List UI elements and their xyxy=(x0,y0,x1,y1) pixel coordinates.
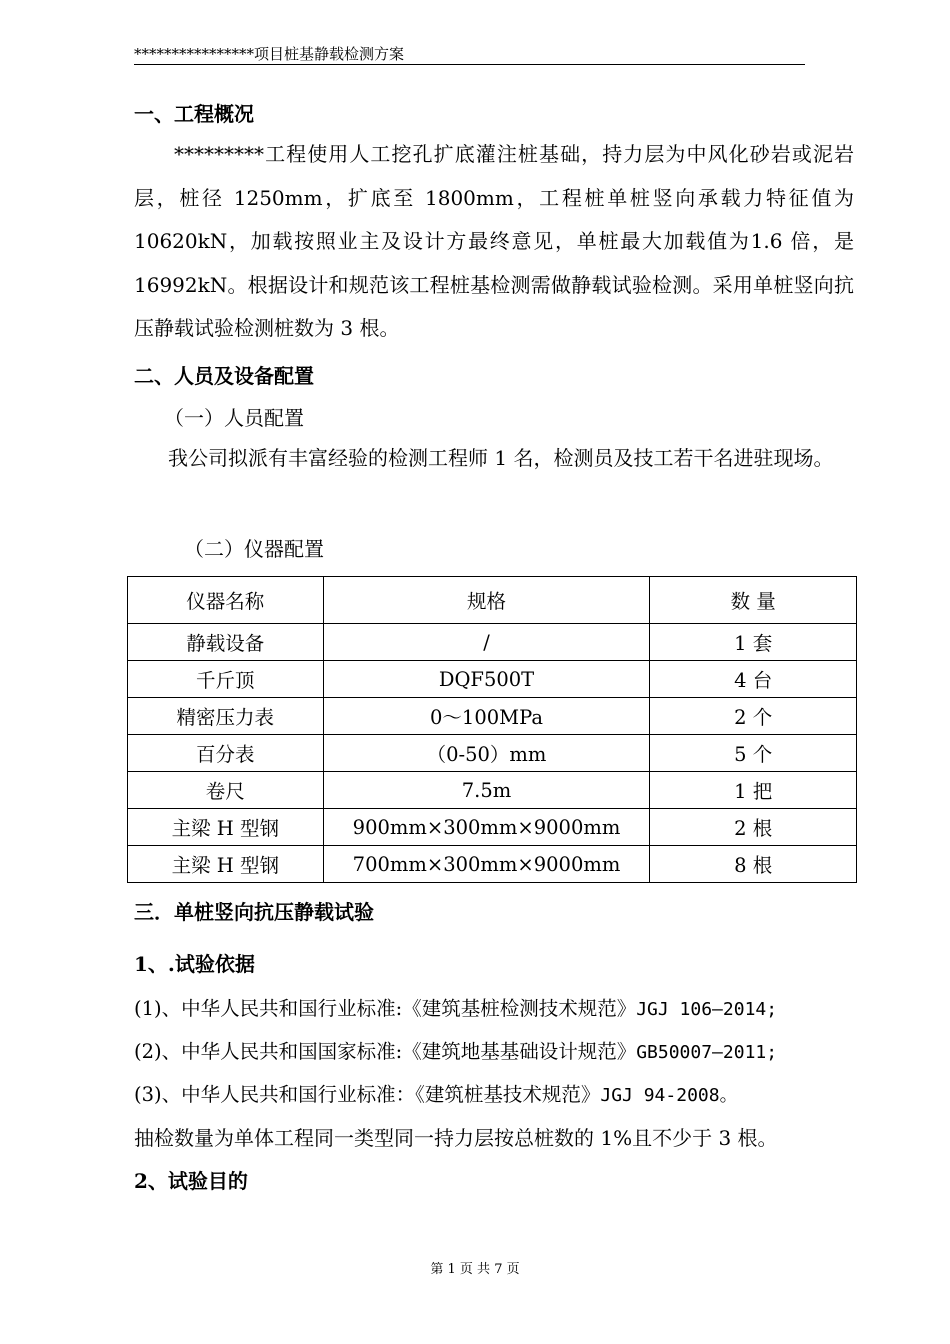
table-cell: 900mm×300mm×9000mm xyxy=(323,809,650,846)
sampling-text: 抽检数量为单体工程同一类型同一持力层按总桩数的 1%且不少于 3 根。 xyxy=(134,1126,778,1150)
table-cell: DQF500T xyxy=(323,661,650,698)
reference-item xyxy=(134,1079,738,1107)
table-header-row xyxy=(128,577,857,624)
basis-heading: 1、.试验依据 xyxy=(134,952,255,976)
reference-item xyxy=(134,1036,777,1064)
reference-code: JGJ 106—2014; xyxy=(636,999,778,1020)
page-footer: 第 1 页 共 7 页 xyxy=(430,1262,520,1277)
table-row xyxy=(128,809,857,846)
table-cell: 百分表 xyxy=(128,735,324,772)
table-cell: 1 把 xyxy=(650,772,857,809)
section-1-heading: 一、工程概况 xyxy=(134,102,254,126)
purpose-heading: 2、试验目的 xyxy=(134,1169,248,1193)
table-cell: 5 个 xyxy=(650,735,857,772)
section-1-text: *********工程使用人工挖孔扩底灌注桩基础，持力层为中风化砂岩或泥岩层，桩径 1250mm，扩底至 1800mm，工程桩单桩竖向承载力特征值为 10620kN，加载按照业主及设计方最终意见，单桩最大加载值为1.6 倍，是 16992kN。根据设计和规范该工程桩基检测需做静载试验检测。采用单桩竖向抗压静载试验检测桩数为 3 根。 xyxy=(134,142,854,340)
table-row xyxy=(128,735,857,772)
equipment-subheading: （二）仪器配置 xyxy=(184,537,324,561)
table-row xyxy=(128,846,857,883)
personnel-paragraph xyxy=(134,437,854,481)
table-cell: 7.5m xyxy=(323,772,650,809)
page-header: ****************项目桩基静载检测方案 xyxy=(134,44,805,65)
table-cell: 静载设备 xyxy=(128,624,324,661)
reference-text: (3)、中华人民共和国行业标准：《建筑桩基技术规范》 xyxy=(134,1083,601,1106)
personnel-subheading: （一）人员配置 xyxy=(164,406,304,430)
table-cell: 1 套 xyxy=(650,624,857,661)
reference-item xyxy=(134,993,777,1021)
table-cell: 0～100MPa xyxy=(323,698,650,735)
table-cell: 8 根 xyxy=(650,846,857,883)
table-cell: 卷尺 xyxy=(128,772,324,809)
personnel-text: 我公司拟派有丰富经验的检测工程师 1 名，检测员及技工若干名进驻现场。 xyxy=(168,446,834,470)
table-header-cell: 仪器名称 xyxy=(128,577,324,624)
table-cell: 精密压力表 xyxy=(128,698,324,735)
table-header-cell: 数 量 xyxy=(650,577,857,624)
section-1-paragraph xyxy=(134,133,854,351)
table-cell: 2 个 xyxy=(650,698,857,735)
reference-text: (2)、中华人民共和国国家标准:《建筑地基基础设计规范》 xyxy=(134,1040,637,1063)
table-cell: 2 根 xyxy=(650,809,857,846)
table-cell: 4 台 xyxy=(650,661,857,698)
table-row xyxy=(128,772,857,809)
table-cell: / xyxy=(323,624,650,661)
table-row xyxy=(128,698,857,735)
table-row xyxy=(128,624,857,661)
table-cell: 主梁 H 型钢 xyxy=(128,809,324,846)
section-2-heading: 二、人员及设备配置 xyxy=(134,364,314,388)
reference-code: GB50007—2011; xyxy=(636,1042,778,1063)
table-header-cell: 规格 xyxy=(323,577,650,624)
table-row xyxy=(128,661,857,698)
table-cell: （0-50）mm xyxy=(323,735,650,772)
table-cell: 主梁 H 型钢 xyxy=(128,846,324,883)
reference-code: JGJ 94-2008。 xyxy=(600,1085,738,1106)
table-cell: 千斤顶 xyxy=(128,661,324,698)
reference-text: (1)、中华人民共和国行业标准:《建筑基桩检测技术规范》 xyxy=(134,997,637,1020)
table-cell: 700mm×300mm×9000mm xyxy=(323,846,650,883)
equipment-table xyxy=(127,576,857,883)
section-3-heading: 三．单桩竖向抗压静载试验 xyxy=(134,900,374,924)
